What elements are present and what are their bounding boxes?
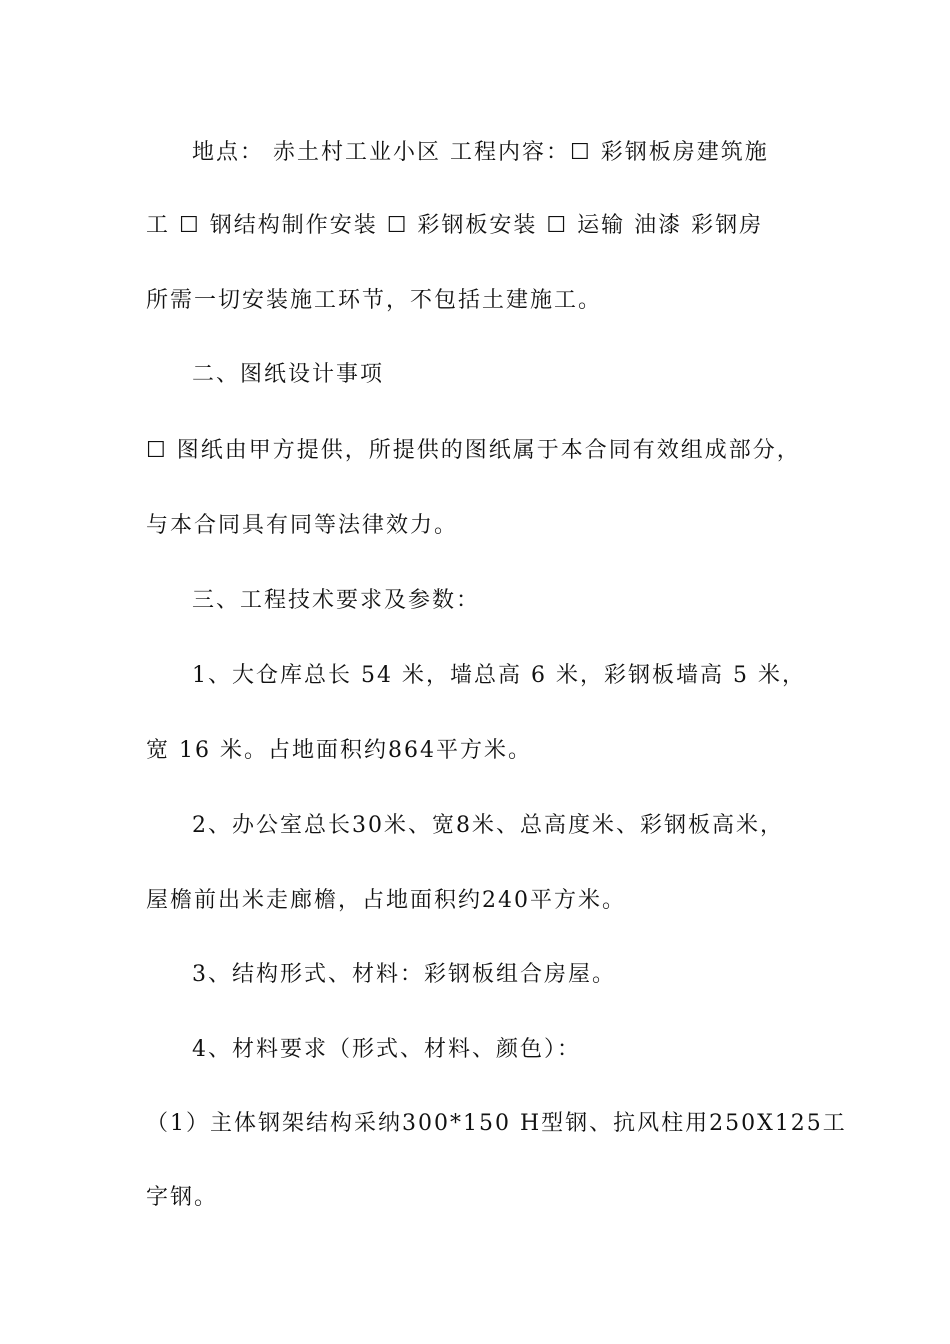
paragraph-drawings-line: 与本合同具有同等法律效力。 [146,513,459,538]
paragraph-location-line: 地点： 赤土村工业小区 工程内容：☐ 彩钢板房建筑施 [192,140,769,165]
paragraph-steel-frame-line: （1）主体钢架结构采纳300*150 H型钢、抗风柱用250X125工 [146,1111,847,1136]
paragraph-drawings-line: ☐ 图纸由甲方提供，所提供的图纸属于本合同有效组成部分， [146,438,801,463]
paragraph-scope-line: 工 ☐ 钢结构制作安装 ☐ 彩钢板安装 ☐ 运输 油漆 彩钢房 [146,213,764,238]
paragraph-office-line: 2、办公室总长30米、宽8米、总高度米、彩钢板高米， [192,813,784,838]
paragraph-warehouse-line: 宽 16 米。占地面积约864平方米。 [146,738,532,763]
paragraph-material-heading: 4、材料要求（形式、材料、颜色）： [192,1037,581,1062]
paragraph-scope-line: 所需一切安装施工环节，不包括土建施工。 [146,288,603,313]
paragraph-structure: 3、结构形式、材料：彩钢板组合房屋。 [192,962,616,987]
paragraph-warehouse-line: 1、大仓库总长 54 米，墙总高 6 米，彩钢板墙高 5 米， [192,663,806,688]
section-heading-drawings: 二、图纸设计事项 [192,362,385,387]
paragraph-office-line: 屋檐前出米走廊檐，占地面积约240平方米。 [146,888,626,913]
paragraph-steel-frame-line: 字钢。 [146,1185,219,1210]
section-heading-technical: 三、工程技术要求及参数： [192,588,481,613]
